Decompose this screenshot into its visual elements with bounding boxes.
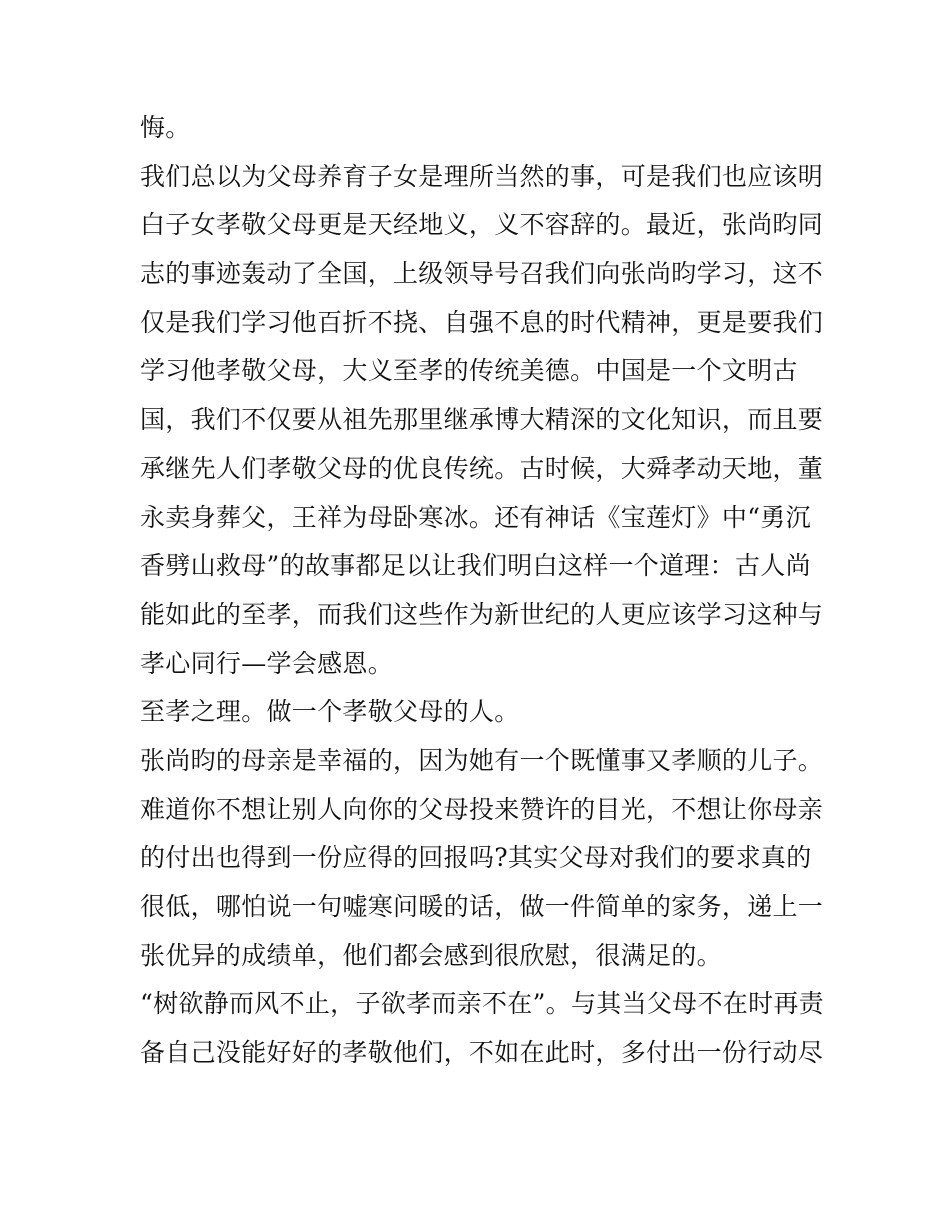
text-line: 香劈山救母”的故事都足以让我们明白这样一个道理：古人尚 bbox=[140, 551, 811, 581]
text-line: 难道你不想让别人向你的父母投来赞许的目光，不想让你母亲 bbox=[140, 794, 824, 824]
text-line: 很低，哪怕说一句嘘寒问暖的话，做一件简单的家务，递上一 bbox=[140, 892, 824, 921]
text-line: 承继先人们孝敬父母的优良传统。古时候，大舜孝动天地，董 bbox=[140, 453, 824, 483]
text-line: 悔。 bbox=[140, 113, 191, 142]
text-line: 至孝之理。做一个孝敬父母的人。 bbox=[140, 697, 520, 727]
text-line: 孝心同行—学会感恩。 bbox=[140, 648, 394, 678]
text-line: 白子女孝敬父母更是天经地义，义不容辞的。最近，张尚昀同 bbox=[140, 210, 824, 240]
text-line: 志的事迹轰动了全国，上级领导号召我们向张尚昀学习，这不 bbox=[140, 259, 824, 289]
text-line: 学习他孝敬父母，大义至孝的传统美德。中国是一个文明古 bbox=[140, 356, 798, 386]
text-line: 备自己没能好好的孝敬他们，不如在此时，多付出一份行动尽 bbox=[140, 1038, 824, 1068]
text-line: 的付出也得到一份应得的回报吗?其实父母对我们的要求真的 bbox=[140, 843, 812, 873]
text-line: 仅是我们学习他百折不挠、自强不息的时代精神，更是要我们 bbox=[140, 307, 824, 337]
text-line: “树欲静而风不止，子欲孝而亲不在”。与其当父母不在时再责 bbox=[140, 989, 824, 1019]
text-line: 张优异的成绩单，他们都会感到很欣慰，很满足的。 bbox=[140, 940, 722, 970]
text-line: 永卖身葬父，王祥为母卧寒冰。还有神话《宝莲灯》中“勇沉 bbox=[140, 502, 811, 532]
text-line: 张尚昀的母亲是幸福的，因为她有一个既懂事又孝顺的儿子。 bbox=[140, 745, 824, 775]
body-text bbox=[140, 104, 824, 1078]
text-line: 能如此的至孝，而我们这些作为新世纪的人更应该学习这种与 bbox=[140, 599, 824, 629]
text-line: 我们总以为父母养育子女是理所当然的事，可是我们也应该明 bbox=[140, 161, 824, 191]
text-line: 国，我们不仅要从祖先那里继承博大精深的文化知识，而且要 bbox=[140, 405, 824, 435]
